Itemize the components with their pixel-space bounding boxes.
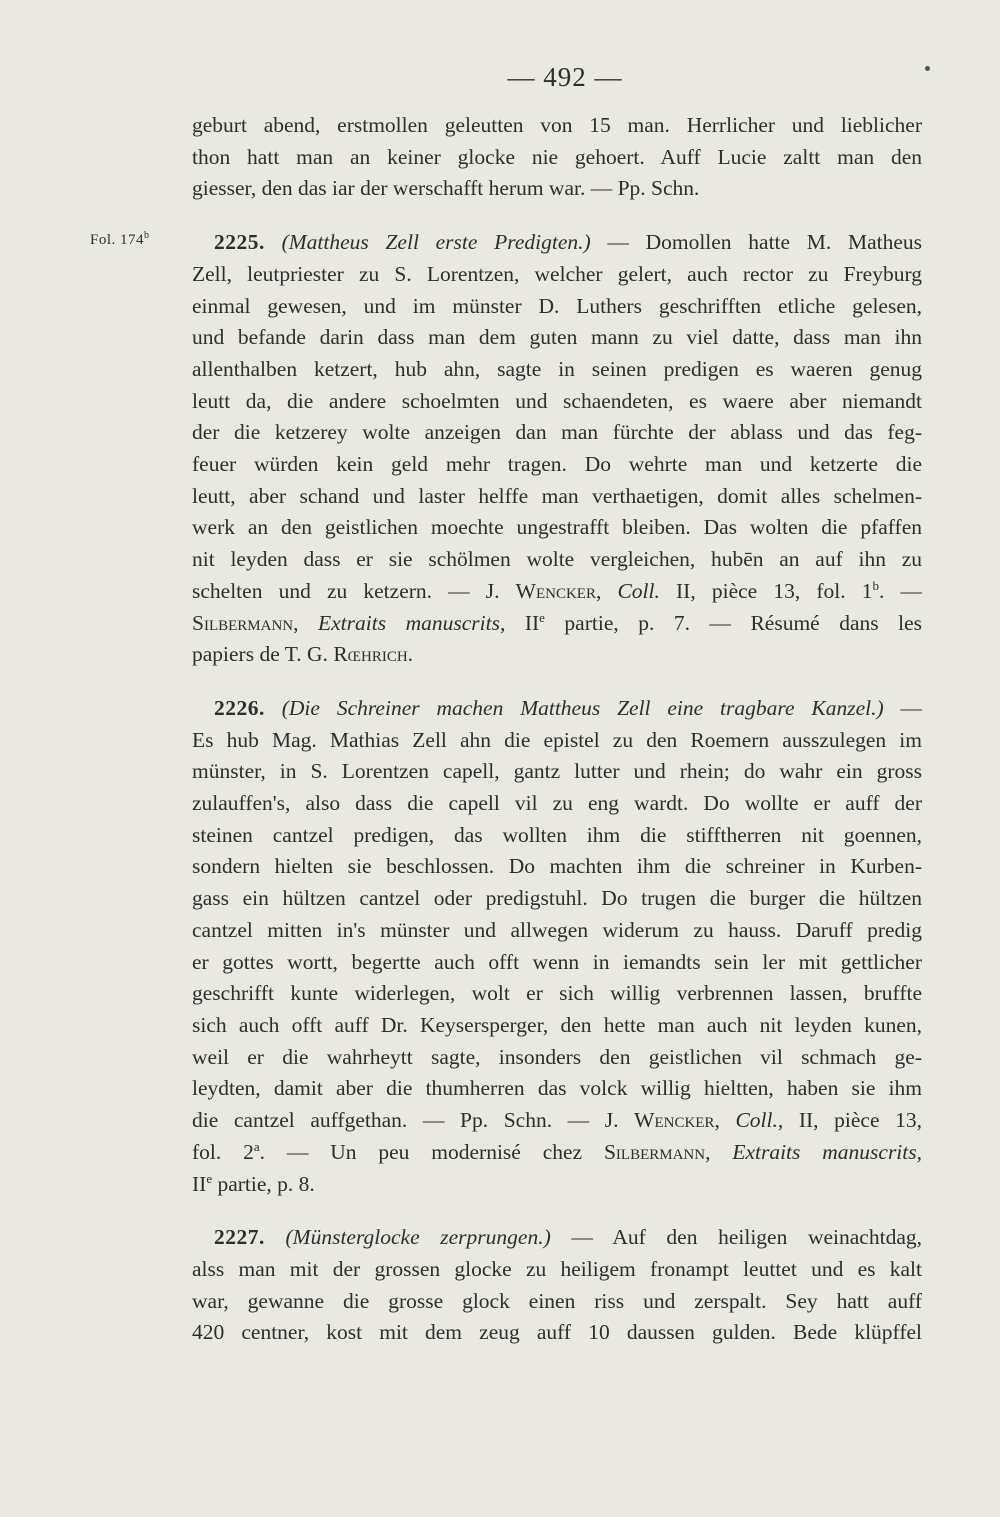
entry-heading-rest: — (883, 695, 922, 720)
text-line: der die ketzerey wolte anzeigen dan man fürchte der ablass und das feg- (192, 420, 922, 445)
citation-line (192, 1137, 922, 1169)
entry-heading-line (192, 1222, 922, 1254)
text-line: gass ein hültzen cantzel oder predigstuhl. Do trugen die burger die hültzen (192, 886, 922, 911)
text-line: Es hub Mag. Mathias Zell ahn die epistel zu den Roemern ausszulegen im (192, 727, 922, 752)
citation-text: . — (878, 578, 922, 603)
text-line: giesser, den das iar der werschafft herum war. — Pp. Schn. (192, 176, 700, 201)
margin-note-sup: b (144, 230, 150, 241)
citation-text: , (705, 1139, 733, 1164)
text-line: münster, in S. Lorentzen capell, gantz lutter und rhein; do wahr ein gross (192, 759, 922, 784)
citation-sup: b (872, 577, 879, 593)
work-title: Coll. (735, 1108, 778, 1133)
citation-text: , (595, 578, 618, 603)
work-title: Extraits manuscrits, (732, 1139, 922, 1164)
text-line: 420 centner, kost mit dem zeug auff 10 daussen gulden. Bede klüpffel (192, 1320, 922, 1345)
citation-line (192, 1105, 922, 1137)
text-line: alss man mit der grossen glocke zu heiligem fronampt leuttet und es kalt (192, 1256, 922, 1281)
author-name: Silbermann (192, 610, 294, 635)
text-line: sich auch offt auff Dr. Keysersperger, den hette man auch nit leyden kunen, (192, 1012, 922, 1037)
text-line: cantzel mitten in's münster und allwegen widerum zu hauss. Daruff predig (192, 917, 922, 942)
entry-2225 (192, 227, 922, 671)
citation-sup: e (539, 609, 545, 625)
citation-sup: e (206, 1170, 213, 1186)
work-title: Coll. (617, 578, 660, 603)
entry-number: 2226. (214, 695, 265, 720)
text-line: leutt, aber schand und laster helffe man verthaetigen, domit alles schelmen- (192, 483, 922, 508)
citation-text: , II (499, 610, 540, 635)
text-line: geschrifft kunte widerlegen, wolt er sich willig verbrennen lassen, bruffte (192, 981, 922, 1006)
citation-text: , (293, 610, 318, 635)
text-line: allenthalben ketzert, hub ahn, sagte in seinen predigen es waeren genug (192, 356, 922, 381)
work-title: Extraits manuscrits (318, 610, 500, 635)
text-line: zulauffen's, also dass die capell vil zu eng wardt. Do wollte er auff der (192, 791, 922, 816)
text-line: Zell, leutpriester zu S. Lorentzen, welcher gelert, auch rector zu Freyburg (192, 261, 922, 286)
citation-text: , (714, 1108, 736, 1133)
text-line: sondern hielten sie beschlossen. Do machten ihm die schreiner in Kurben- (192, 854, 922, 879)
entry-heading-rest: — Auf den heiligen weinachtdag, (550, 1225, 922, 1250)
entry-heading-line (192, 227, 922, 259)
citation-line (192, 576, 922, 608)
text-line: war, gewanne die grosse glock einen riss und zerspalt. Sey hatt auff (192, 1288, 922, 1313)
citation-text: die cantzel auffgethan. — Pp. Schn. — J. (192, 1108, 635, 1133)
text-line: feuer würden kein geld mehr tragen. Do wehrte man und ketzerte die (192, 452, 922, 477)
citation-text: . — Un peu modernisé chez (259, 1139, 604, 1164)
intro-paragraph (192, 110, 922, 205)
body-text (192, 110, 922, 1349)
text-line: thon hatt man an keiner glocke nie gehoert. Auff Lucie zaltt man den (192, 144, 922, 169)
author-name: Silbermann (603, 1139, 706, 1164)
citation-line (192, 639, 922, 671)
text-line: werk an den geistlichen moechte ungestrafft bleiben. Das wolten die pfaffen (192, 515, 922, 540)
text-line: leydten, damit aber die thumherren das volck willig hieltten, haben sie ihm (192, 1076, 922, 1101)
ink-dot (925, 66, 930, 71)
text-line: einmal gewesen, und im münster D. Luthers geschrifften etliche gelesen, (192, 293, 922, 318)
citation-text: schelten und zu ketzern. — J. (192, 578, 516, 603)
citation-text: partie, p. 7. — Résumé dans les (544, 610, 922, 635)
entry-number: 2227. (214, 1225, 265, 1250)
citation-text: . (407, 642, 414, 667)
citation-text: partie, p. 8. (212, 1171, 315, 1196)
citation-text: fol. 2 (192, 1139, 254, 1164)
page-number: — 492 — (507, 62, 623, 92)
entry-title: (Die Schreiner machen Mattheus Zell eine tragbare Kanzel.) (281, 695, 884, 720)
text-line: nit leyden dass er sie schölmen wolte vergleichen, hubēn an auf ihn zu (192, 547, 922, 572)
entry-heading-line (192, 693, 922, 725)
author-name: Rœhrich (333, 642, 408, 667)
entry-title: (Münsterglocke zerprungen.) (285, 1225, 551, 1250)
author-name: Wencker (515, 578, 596, 603)
citation-text: , II, pièce 13, (777, 1108, 922, 1133)
entry-number: 2225. (214, 230, 265, 255)
entry-2227 (192, 1222, 922, 1349)
text-line: und befande darin dass man dem guten mann zu viel datte, dass man ihn (192, 325, 922, 350)
citation-text: II (192, 1171, 207, 1196)
margin-note (90, 232, 150, 249)
author-name: Wencker (634, 1108, 715, 1133)
citation-sup: a (253, 1138, 260, 1154)
entry-title: (Mattheus Zell erste Predigten.) (281, 230, 591, 255)
text-line: geburt abend, erstmollen geleutten von 15 man. Herrlicher und lieblicher (192, 113, 922, 137)
citation-line (192, 608, 922, 640)
entry-2226 (192, 693, 922, 1200)
text-line: weil er die wahrheytt sagte, insonders den geistlichen vil schmach ge- (192, 1044, 922, 1069)
text-line: er gottes wortt, begertte auch offt wenn in iemandts sein ler mit gettlicher (192, 949, 922, 974)
entry-heading-rest: — Domollen hatte M. Matheus (590, 230, 922, 255)
margin-note-text: Fol. 174 (90, 232, 145, 248)
text-line: steinen cantzel predigen, das wollten ihm die stifftherren nit goennen, (192, 822, 922, 847)
citation-line (192, 1169, 922, 1201)
text-line: leutt da, die andere schoelmten und schaendeten, es waere aber niemandt (192, 388, 922, 413)
citation-text: II, pièce 13, fol. 1 (659, 578, 873, 603)
citation-text: papiers de T. G. (192, 642, 334, 667)
